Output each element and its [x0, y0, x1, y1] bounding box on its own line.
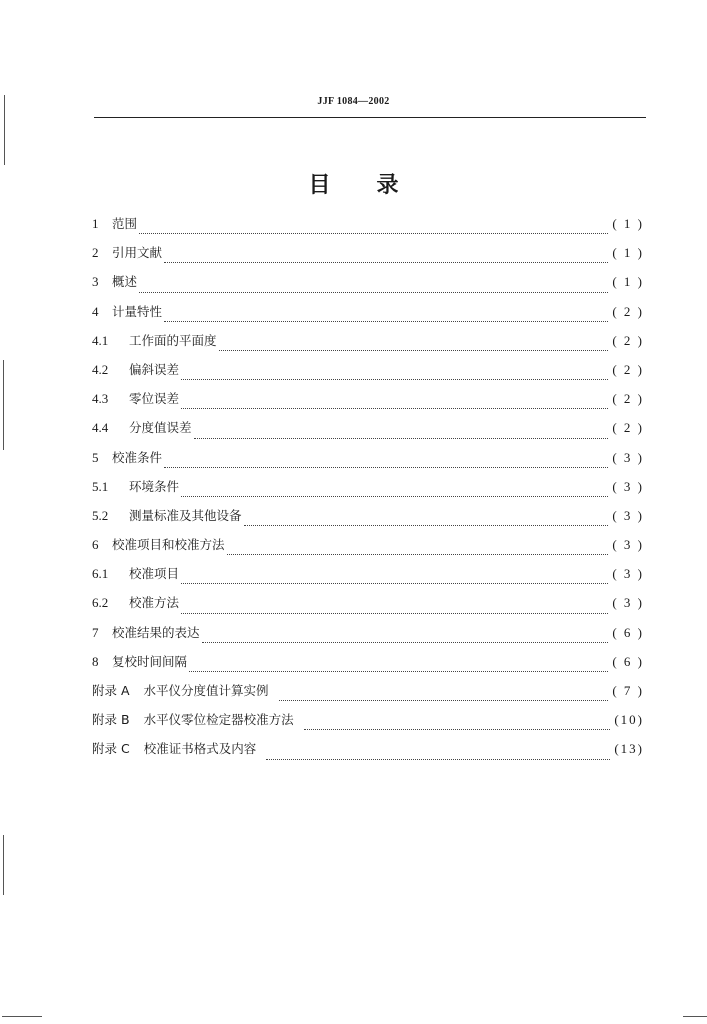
toc-entry-4-3[interactable]: [92, 389, 644, 418]
toc-list: [92, 214, 644, 769]
toc-entry-number: 1: [92, 216, 99, 231]
toc-entry-number: 附录 C: [92, 741, 130, 757]
leader-dots: [181, 496, 608, 497]
leader-dots: [189, 671, 608, 672]
toc-entry-number: 5: [92, 449, 99, 465]
toc-entry-6[interactable]: [92, 535, 644, 564]
toc-entry-page: ( 6 ): [612, 624, 644, 640]
toc-entry-number: 4.3: [92, 391, 109, 407]
toc-entry-6-1[interactable]: [92, 564, 644, 593]
toc-entry-appendix-b[interactable]: [92, 710, 644, 739]
toc-entry-number: 8: [92, 653, 99, 669]
toc-entry-8[interactable]: [92, 652, 644, 681]
toc-entry-appendix-c[interactable]: [92, 739, 644, 768]
toc-entry-label: 校准方法: [129, 595, 180, 611]
toc-entry-number: 7: [92, 624, 99, 640]
leader-dots: [279, 700, 609, 701]
toc-entry-label: 工作面的平面度: [129, 332, 217, 348]
toc-entry-label: 计量特性: [112, 303, 163, 319]
toc-entry-label: 分度值误差: [129, 420, 192, 436]
toc-entry-6-2[interactable]: [92, 593, 644, 622]
toc-entry-number: 6: [92, 537, 99, 553]
toc-entry-number: 4.2: [92, 361, 109, 377]
toc-entry-page: (13): [614, 741, 644, 757]
scan-artifact: [683, 1016, 707, 1017]
standard-code: JJF 1084—2002: [317, 96, 390, 107]
toc-entry-5[interactable]: [92, 448, 644, 477]
toc-entry-5-1[interactable]: [92, 477, 644, 506]
toc-entry-page: ( 6 ): [612, 653, 644, 669]
toc-entry-label: 零位误差: [129, 391, 180, 407]
toc-entry-page: ( 2 ): [612, 361, 644, 377]
toc-entry-page: ( 3 ): [612, 537, 644, 553]
leader-dots: [219, 350, 609, 351]
toc-entry-page: ( 2 ): [612, 332, 644, 348]
toc-entry-2[interactable]: [92, 243, 644, 272]
toc-entry-page: ( 3 ): [612, 507, 644, 523]
toc-entry-label: 范围: [112, 216, 138, 231]
scan-artifact: [4, 95, 5, 165]
toc-entry-page: ( 2 ): [612, 391, 644, 407]
leader-dots: [266, 759, 610, 760]
toc-entry-page: ( 1 ): [612, 216, 644, 231]
leader-dots: [164, 467, 608, 468]
toc-entry-label: 环境条件: [129, 478, 180, 494]
toc-entry-4-4[interactable]: [92, 418, 644, 447]
scan-artifact: [2, 1016, 42, 1017]
toc-entry-label: 校准项目: [129, 566, 180, 582]
toc-entry-5-2[interactable]: [92, 506, 644, 535]
leader-dots: [202, 642, 609, 643]
leader-dots: [139, 233, 608, 234]
toc-entry-label: 校准证书格式及内容: [143, 741, 257, 757]
toc-entry-label: 校准条件: [112, 449, 163, 465]
toc-entry-number: 4.1: [92, 332, 109, 348]
toc-entry-label: 偏斜误差: [129, 361, 180, 377]
toc-entry-number: 5.1: [92, 478, 109, 494]
toc-entry-number: 附录 B: [92, 712, 130, 728]
toc-entry-label: 水平仪分度值计算实例: [143, 683, 269, 698]
toc-entry-label: 概述: [112, 274, 138, 290]
toc-entry-page: ( 2 ): [612, 420, 644, 436]
toc-entry-page: ( 3 ): [612, 595, 644, 611]
toc-entry-page: ( 2 ): [612, 303, 644, 319]
leader-dots: [227, 554, 609, 555]
header-rule: [94, 117, 646, 118]
scan-artifact: [3, 360, 4, 450]
toc-entry-page: ( 7 ): [612, 683, 644, 698]
toc-entry-number: 附录 A: [92, 683, 130, 698]
toc-entry-4[interactable]: [92, 302, 644, 331]
leader-dots: [164, 262, 608, 263]
leader-dots: [181, 613, 608, 614]
toc-entry-page: ( 1 ): [612, 245, 644, 261]
toc-entry-number: 6.2: [92, 595, 109, 611]
scan-artifact: [3, 835, 4, 895]
leader-dots: [194, 438, 609, 439]
leader-dots: [181, 408, 608, 409]
toc-entry-number: 6.1: [92, 566, 109, 582]
toc-entry-page: ( 1 ): [612, 274, 644, 290]
toc-entry-appendix-a[interactable]: [92, 681, 644, 710]
toc-entry-number: 2: [92, 245, 99, 261]
toc-entry-page: ( 3 ): [612, 566, 644, 582]
leader-dots: [164, 321, 608, 322]
leader-dots: [139, 292, 608, 293]
leader-dots: [181, 379, 608, 380]
toc-entry-page: ( 3 ): [612, 478, 644, 494]
toc-entry-label: 测量标准及其他设备: [129, 507, 242, 523]
toc-entry-number: 4.4: [92, 420, 109, 436]
toc-entry-label: 水平仪零位检定器校准方法: [143, 712, 294, 728]
leader-dots: [181, 583, 608, 584]
toc-entry-label: 校准项目和校准方法: [112, 537, 225, 553]
toc-entry-1[interactable]: [92, 214, 644, 243]
toc-entry-4-2[interactable]: [92, 360, 644, 389]
toc-entry-label: 复校时间间隔: [112, 653, 188, 669]
toc-entry-7[interactable]: [92, 623, 644, 652]
leader-dots: [304, 729, 611, 730]
toc-entry-number: 5.2: [92, 507, 109, 523]
toc-entry-3[interactable]: [92, 272, 644, 301]
toc-entry-label: 校准结果的表达: [112, 624, 200, 640]
toc-entry-number: 4: [92, 303, 99, 319]
toc-entry-page: (10): [614, 712, 644, 728]
toc-entry-label: 引用文献: [112, 245, 163, 261]
toc-entry-page: ( 3 ): [612, 449, 644, 465]
toc-entry-4-1[interactable]: [92, 331, 644, 360]
toc-entry-number: 3: [92, 274, 99, 290]
leader-dots: [244, 525, 609, 526]
toc-title: 目录: [308, 173, 445, 198]
